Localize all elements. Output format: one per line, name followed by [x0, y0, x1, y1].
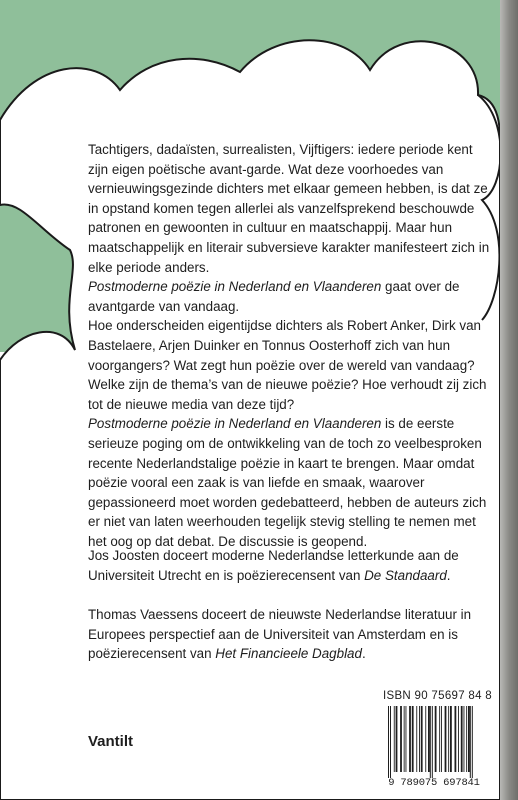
barcode-guard-bar	[470, 706, 471, 778]
barcode-guard-bar	[430, 706, 431, 778]
blurb-p1-end: gaat over de avantgarde van vandaag.	[88, 279, 460, 314]
blurb-paragraph-3	[88, 414, 493, 551]
barcode-bar	[416, 706, 417, 772]
barcode-bar	[400, 706, 402, 772]
barcode-bar	[450, 706, 452, 772]
barcode-bar	[428, 706, 430, 772]
barcode-digits: 9 789075 697841	[388, 777, 480, 789]
page-edge	[500, 0, 518, 800]
author-bio-joosten	[88, 546, 493, 585]
barcode-bar	[448, 706, 449, 772]
barcode	[382, 706, 486, 792]
barcode-guard-bar	[388, 706, 389, 778]
vaessens-bio-text: Thomas Vaessens doceert de nieuwste Nederlandse literatuur in Europees perspectief aan de Universiteit van Amsterdam en is poëzierecensent van	[88, 607, 472, 662]
joosten-bio-text: Jos Joosten doceert moderne Nederlandse letterkunde aan de Universiteit Utrecht en is poëzierecensent van	[88, 548, 459, 583]
barcode-bar	[464, 706, 465, 772]
barcode-bar	[441, 706, 442, 772]
isbn-label: ISBN 90 75697 84 8	[383, 690, 492, 702]
blurb-paragraph-2: Hoe onderscheiden eigentijdse dichters als Robert Anker, Dirk van Bastelaere, Arjen Duinker en Tonnus Oosterhoff zich van hun voorgangers? Wat zegt hun poëzie over de wereld van vandaag? Welke zijn de thema’s van de nieuwe poëzie? Hoe verhoudt zij zich tot de nieuwe media van deze tijd?	[88, 318, 487, 412]
barcode-bar	[461, 706, 463, 772]
barcode-bar	[421, 706, 423, 772]
barcode-bar	[406, 706, 407, 772]
barcode-bar	[458, 706, 459, 772]
barcode-bar	[455, 706, 457, 772]
publisher-logo: Vantilt	[88, 733, 134, 750]
barcode-bar	[425, 706, 426, 772]
barcode-guard-bar	[390, 706, 391, 778]
barcode-bar	[412, 706, 414, 772]
blurb-text	[88, 140, 493, 551]
barcode-guard-bar	[472, 706, 473, 778]
book-title-ref-2: Postmoderne poëzie in Nederland en Vlaanderen	[88, 416, 382, 432]
blurb-p3-text: is de eerste serieuze poging om de ontwikkeling van de toch zo veelbesproken recente Nederlandstalige poëzie in kaart te brengen. Maar omdat poëzie vooral een zaak is van liefde en smaak, waarover gepassioneerd moet worden gedebatteerd, hebben de auteurs zich er niet van laten weerhouden tegelijk stevig stelling te nemen met het oog op dat debat. De discussie is geopend.	[88, 416, 487, 549]
joosten-bio-end: .	[446, 567, 451, 583]
book-title-ref-1: Postmoderne poëzie in Nederland en Vlaanderen	[88, 279, 382, 295]
barcode-bars	[382, 706, 486, 778]
vaessens-publication: Het Financieele Dagblad	[215, 646, 362, 662]
barcode-bar	[409, 706, 411, 772]
barcode-bar	[396, 706, 398, 772]
barcode-bar	[439, 706, 440, 772]
barcode-guard-bar	[432, 706, 433, 778]
barcode-bar	[466, 706, 467, 772]
barcode-bar	[394, 706, 395, 772]
blurb-paragraph-1	[88, 140, 493, 316]
joosten-publication: De Standaard	[364, 567, 447, 583]
vaessens-bio-end: .	[361, 646, 366, 662]
barcode-bar	[404, 706, 405, 772]
blurb-p1-text: Tachtigers, dadaïsten, surrealisten, Vijftigers: iedere periode kent zijn eigen poëtische avant-garde. Wat deze voorhoedes van vernieuwingsgezinde dichters met elkaar gemeen hebben, is dat ze in opstand komen tegen allerlei als vanzelfsprekend beschouwde patronen en gewoonten in cultuur en maatschappij. Maar hun maatschappelijk en literair subversieve karakter manifesteert zich in elke periode anders.	[88, 142, 490, 275]
barcode-bar	[445, 706, 447, 772]
barcode-bar	[435, 706, 437, 772]
joosten-bio-paragraph	[88, 546, 493, 585]
barcode-bar	[419, 706, 420, 772]
barcode-bar	[468, 706, 470, 772]
vaessens-bio-paragraph	[88, 605, 493, 664]
author-bio-vaessens	[88, 605, 493, 664]
